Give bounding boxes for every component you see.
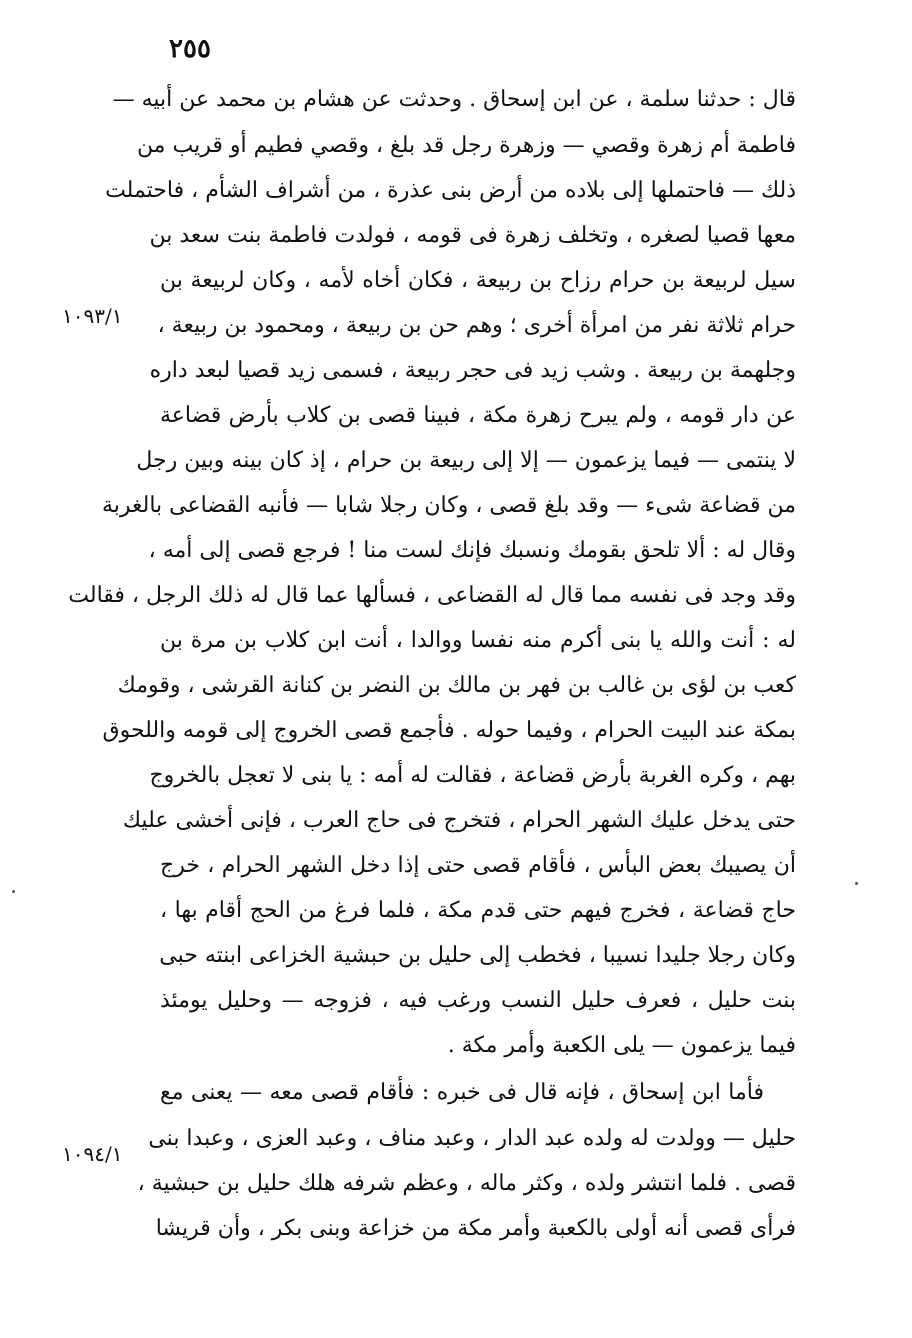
text-line: وقد وجد فى نفسه مما قال له القضاعى ، فسألها عما قال له ذلك الرجل ، فقالت [68,583,796,608]
margin-reference: ١٠٩٤/١ [62,1142,123,1166]
text-line: قصى . فلما انتشر ولده ، وكثر ماله ، وعظم شرفه هلك حليل بن حبشية ، [137,1171,796,1196]
text-line: له : أنت والله يا بنى أكرم منه نفسا ووالدا ، أنت ابن كلاب بن مرة بن [160,628,796,653]
text-line: قال : حدثنا سلمة ، عن ابن إسحاق . وحدثت عن هشام بن محمد عن أبيه — [112,87,796,112]
text-line: سيل لربيعة بن حرام رزاح بن ربيعة ، فكان أخاه لأمه ، وكان لربيعة بن [160,268,796,293]
text-line: بهم ، وكره الغربة بأرض قضاعة ، فقالت له أمه : يا بنى لا تعجل بالخروج [149,763,796,788]
scan-speck [12,890,15,893]
text-line: أن يصيبك بعض البأس ، فأقام قصى حتى إذا دخل الشهر الحرام ، خرج [160,853,796,878]
text-line: فرأى قصى أنه أولى بالكعبة وأمر مكة من خزاعة وبنى بكر ، وأن قريشا [155,1216,796,1241]
margin-reference: ١٠٩٣/١ [62,304,123,328]
text-line: حاج قضاعة ، فخرج فيهم حتى قدم مكة ، فلما فرغ من الحج أقام بها ، [160,898,796,923]
text-line: من قضاعة شىء — وقد بلغ قصى ، وكان رجلا شابا — فأنبه القضاعى بالغربة [101,493,796,518]
text-line: فأما ابن إسحاق ، فإنه قال فى خبره : فأقام قصى معه — يعنى مع [160,1080,764,1105]
text-line: بنت حليل ، فعرف حليل النسب ورغب فيه ، فزوجه — وحليل يومئذ [160,988,796,1013]
text-line: عن دار قومه ، ولم يبرح زهرة مكة ، فبينا قصى بن كلاب بأرض قضاعة [160,403,796,428]
scan-speck [855,882,858,885]
text-line: وقال له : ألا تلحق بقومك ونسبك فإنك لست منا ! فرجع قصى إلى أمه ، [148,538,796,563]
text-line: معها قصيا لصغره ، وتخلف زهرة فى قومه ، فولدت فاطمة بنت سعد بن [149,223,796,248]
text-line: فاطمة أم زهرة وقصي — وزهرة رجل قد بلغ ، وقصي فطيم أو قريب من [136,133,796,158]
text-line: حتى يدخل عليك الشهر الحرام ، فتخرج فى حاج العرب ، فإنى أخشى عليك [122,808,796,833]
text-line: فيما يزعمون — يلى الكعبة وأمر مكة . [447,1033,796,1058]
text-line: وكان رجلا جليدا نسيبا ، فخطب إلى حليل بن حبشية الخزاعى ابنته حبى [159,943,796,968]
text-line: كعب بن لؤى بن غالب بن فهر بن مالك بن النضر بن كنانة القرشى ، وقومك [117,673,796,698]
text-line: بمكة عند البيت الحرام ، وفيما حوله . فأجمع قصى الخروج إلى قومه واللحوق [102,718,796,743]
page-number: ٢٥٥ [169,34,211,64]
text-line: ذلك — فاحتملها إلى بلاده من أرض بنى عذرة ، من أشراف الشأم ، فاحتملت [105,178,796,203]
text-line: حليل — وولدت له ولده عبد الدار ، وعبد مناف ، وعبد العزى ، وعبدا بنى [148,1126,796,1151]
text-line: وجلهمة بن ربيعة . وشب زيد فى حجر ربيعة ، فسمى زيد قصيا لبعد داره [149,358,796,383]
text-line: لا ينتمى — فيما يزعمون — إلا إلى ربيعة بن حرام ، إذ كان بينه وبين رجل [136,448,796,473]
text-line: حرام ثلاثة نفر من امرأة أخرى ؛ وهم حن بن ربيعة ، ومحمود بن ربيعة ، [157,313,796,338]
